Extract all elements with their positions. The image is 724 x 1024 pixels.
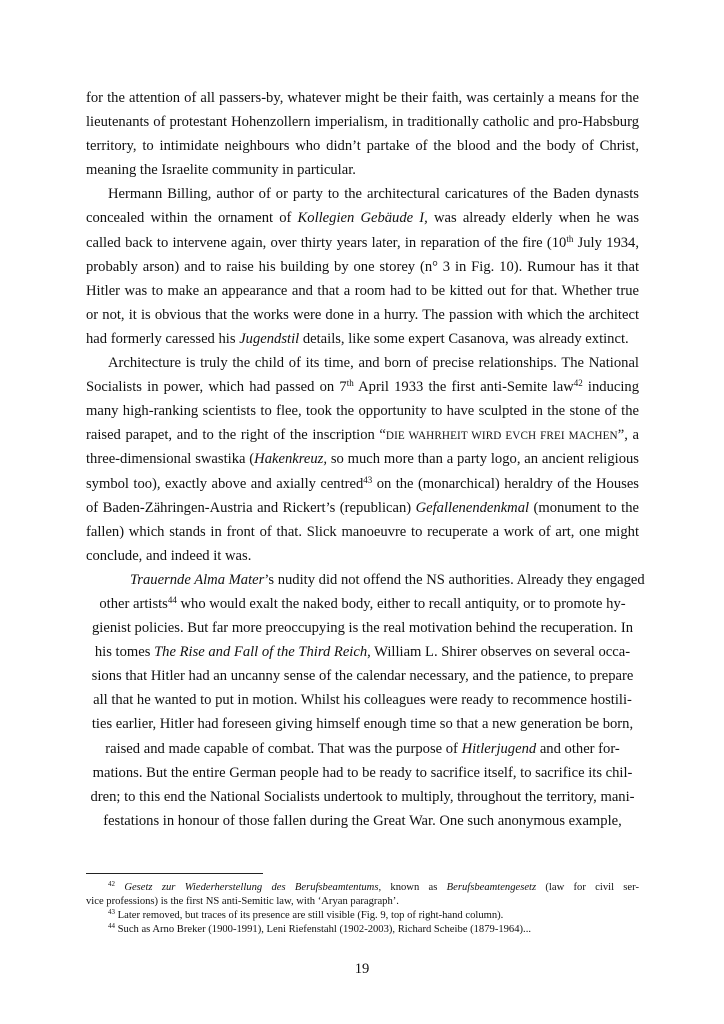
text-line: meaning the Israelite community in particular. [86,162,356,179]
text-line: conclude, and indeed it was. [86,547,252,564]
italic-term: Gefallenendenkmal [415,499,530,516]
text-line: Architecture is truly the child of its time, and born of precise relationships. The National [108,355,639,372]
text-line: many high-ranking scientists to flee, took the opportunity to have sculpted in the stone of the [86,403,639,420]
text-line: Trauernde Alma Mater’s nudity did not offend the NS authorities. Already they engaged [130,571,645,588]
text-line: for the attention of all passers-by, whatever might be their faith, was certainly a means for the [86,90,639,106]
text-line: of Baden-Zähringen-Austria and Rickert’s (republican) Gefallenendenkmal (monument to the [86,499,639,516]
text-line: fallen) which stands in front of that. Slick manoeuvre to recuperate a work of art, one might [86,523,639,540]
paragraph-1 [86,86,639,182]
footnote-ref-44[interactable]: 44 [167,594,177,605]
footnote-ref-42[interactable]: 42 [573,378,583,389]
text-line: raised and made capable of combat. That was the purpose of Hitlerjugend and other for- [105,740,620,757]
footnote-42: $^{42}$ Gesetz zur Wiederherstellung des Berufsbeamtentums, known as Berufsbeamtengesetz (law for civil ser- [108,880,639,893]
paragraph-3 [86,351,639,568]
italic-term: Hitlerjugend [461,740,537,757]
italic-term: Hakenkreuz, [254,451,327,468]
text-line: Hitler was to make an appearance and that a room had to be kitted out for that. Whether true [86,282,639,299]
footnote-44: $^{44}$ Such as Arno Breker (1900-1991), Leni Riefenstahl (1902-2003), Richard Scheibe (1879-1964)... [108,922,532,935]
italic-term: Kollegien Gebäude I, [297,210,428,227]
text-line: probably arson) and to raise his building by one storey (n° 3 in Fig. 10). Rumour has it that [86,258,639,275]
footnotes [86,881,639,937]
text-line: mations. But the entire German people had to be ready to sacrifice itself, to sacrifice its chil- [92,764,633,781]
text-line: ties earlier, Hitler had foreseen giving himself enough time so that a new generation be born, [91,716,634,733]
text-line: Socialists in power, which had passed on 7th April 1933 the first anti-Semite law$^{42}$ inducing [86,378,639,396]
text-line: sions that Hitler had an uncanny sense of the calendar necessary, and the patience, to prepare [91,668,634,685]
footnote-43: $^{43}$ Later removed, but traces of its presence are still visible (Fig. 9, top of right-hand column). [108,908,504,921]
text-line: Hermann Billing, author of or party to the architectural caricatures of the Baden dynasts [108,186,639,203]
italic-term: Jugendstil [239,330,300,347]
text-line: had formerly caressed his Jugendstil details, like some expert Casanova, was already extinct. [86,330,629,347]
text-line: concealed within the ornament of Kollegien Gebäude I, was already elderly when he was [86,210,640,227]
text-line: called back to intervene again, over thirty years later, in reparation of the fire (10th July 1934, [86,233,639,251]
footnote-42-continued: vice professions) is the first NS anti-Semitic law, with ‘Aryan paragraph’. [86,896,399,907]
text-line: three-dimensional swastika (Hakenkreuz, so much more than a party logo, an ancient religious [86,451,639,468]
text-line: lieutenants of protestant Hohenzollern imperialism, in traditionally catholic and pro-Habsburg [86,114,639,131]
footnote-ref-43[interactable]: 43 [363,474,373,485]
text-line: raised parapet, and to the right of the inscription “DIE WAHRHEIT WIRD EVCH FREI MACHEN”, a [86,427,639,444]
text-line: dren; to this end the National Socialists undertook to multiply, throughout the territory, mani- [90,788,635,805]
book-title: The Rise and Fall of the Third Reich [154,644,368,661]
text-line: gienist policies. But far more preoccupying is the real motivation behind the recuperation. In [91,620,634,637]
text-line: all that he wanted to put in motion. Whilst his colleagues were ready to recommence hostili- [93,692,632,709]
text-line: festations in honour of those fallen during the Great War. One such anonymous example, [103,812,622,829]
text-line: his tomes The Rise and Fall of the Third Reich, William L. Shirer observes on several occa- [94,644,631,661]
body-text [86,86,645,833]
text-line: other artists$^{44}$ who would exalt the naked body, either to recall antiquity, or to promote hy- [99,594,626,612]
italic-term: Trauernde Alma Mater [130,571,265,588]
paragraph-4 [86,568,645,833]
inscription-text: DIE WAHRHEIT WIRD EVCH FREI MACHEN [385,430,618,443]
text-line: symbol too), exactly above and axially centred$^{43}$ on the (monarchical) heraldry of the Houses [86,474,639,492]
page-number: 19 [354,961,370,977]
footnote-separator [86,873,263,874]
text-line: territory, to intimidate neighbours who didn’t partake of the blood and the body of Christ, [86,138,639,155]
paragraph-2 [86,182,639,351]
text-line: or not, it is obvious that the works were done in a hurry. The passion with which the architect [86,306,639,323]
